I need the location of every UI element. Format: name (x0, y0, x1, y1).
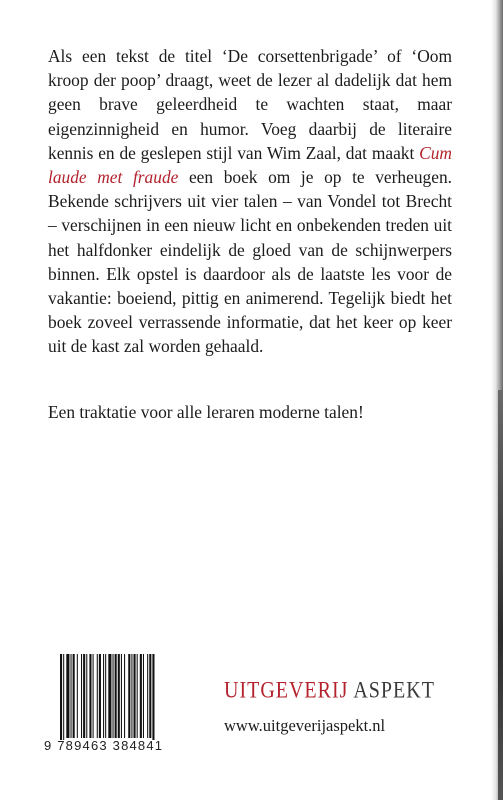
publisher-name-second: ASPEKT (353, 678, 435, 704)
book-edge-dark (498, 390, 503, 800)
barcode-bar (99, 654, 101, 738)
barcode-bar (97, 654, 98, 738)
barcode-bar (89, 654, 91, 738)
barcode-bar (137, 654, 138, 738)
blurb-text-part-2: een boek om je op te verheugen. Bekende schrijvers uit vier talen – van Vondel tot Brecht – verschijnen in een nieuw licht en onbekenden treden uit het halfdonker eindelijk de gloed van de schijnwerpers binnen. Elk opstel is daardoor als de laatste les voor de vakantie: boeiend, pittig en animerend. Tegelijk biedt het boek zoveel verrassende informatie, dat het keer op keer uit de kast zal worden gehaald. (48, 167, 452, 357)
barcode-bar (115, 654, 117, 738)
publisher-website: www.uitgeverijaspekt.nl (224, 716, 386, 735)
barcode-bar (128, 654, 130, 738)
barcode-bar (73, 654, 75, 738)
barcode-bar (103, 654, 104, 738)
barcode-bar (93, 654, 94, 738)
barcode-bar (113, 654, 114, 738)
barcode-bar (149, 654, 151, 738)
back-cover-blurb (48, 44, 452, 359)
barcode-bar (118, 654, 120, 738)
barcode-bar (81, 654, 82, 738)
barcode-bar (124, 654, 125, 738)
barcode-bar (71, 654, 72, 738)
barcode-bar (134, 654, 136, 738)
barcode-bar (83, 654, 85, 738)
isbn-barcode (60, 654, 178, 740)
closing-line: Een traktatie voor alle leraren moderne talen! (48, 402, 364, 422)
barcode-bar (152, 654, 154, 740)
publisher-logo (224, 678, 435, 704)
barcode-bar (143, 654, 144, 738)
barcode-bar (105, 654, 106, 738)
barcode-bar (86, 654, 87, 738)
barcode-bar (66, 654, 69, 738)
barcode-bar (121, 654, 122, 738)
blurb-book-title: Cum laude met fraude (48, 142, 452, 188)
publisher-name-first: UITGEVERIJ (224, 678, 349, 704)
barcode-bar (131, 654, 132, 738)
barcode-bar (140, 654, 142, 738)
blurb-text-part-1: Als een tekst de titel ‘De corsettenbrigade’ of ‘Oom kroop der poop’ draagt, weet de lezer al dadelijk dat hem geen brave geleerdheid te wachten staat, maar eigenzinnigheid en humor. Voeg daarbij de literaire kennis en de geslepen stijl van Wim Zaal, dat maakt (48, 46, 452, 163)
barcode-icon (60, 654, 178, 740)
barcode-bar (108, 654, 111, 738)
barcode-bar (77, 654, 78, 738)
barcode-bar (63, 654, 64, 740)
barcode-bar (147, 654, 148, 738)
isbn-digits: 9 789463 384841 (44, 738, 164, 753)
barcode-bar (60, 654, 62, 740)
